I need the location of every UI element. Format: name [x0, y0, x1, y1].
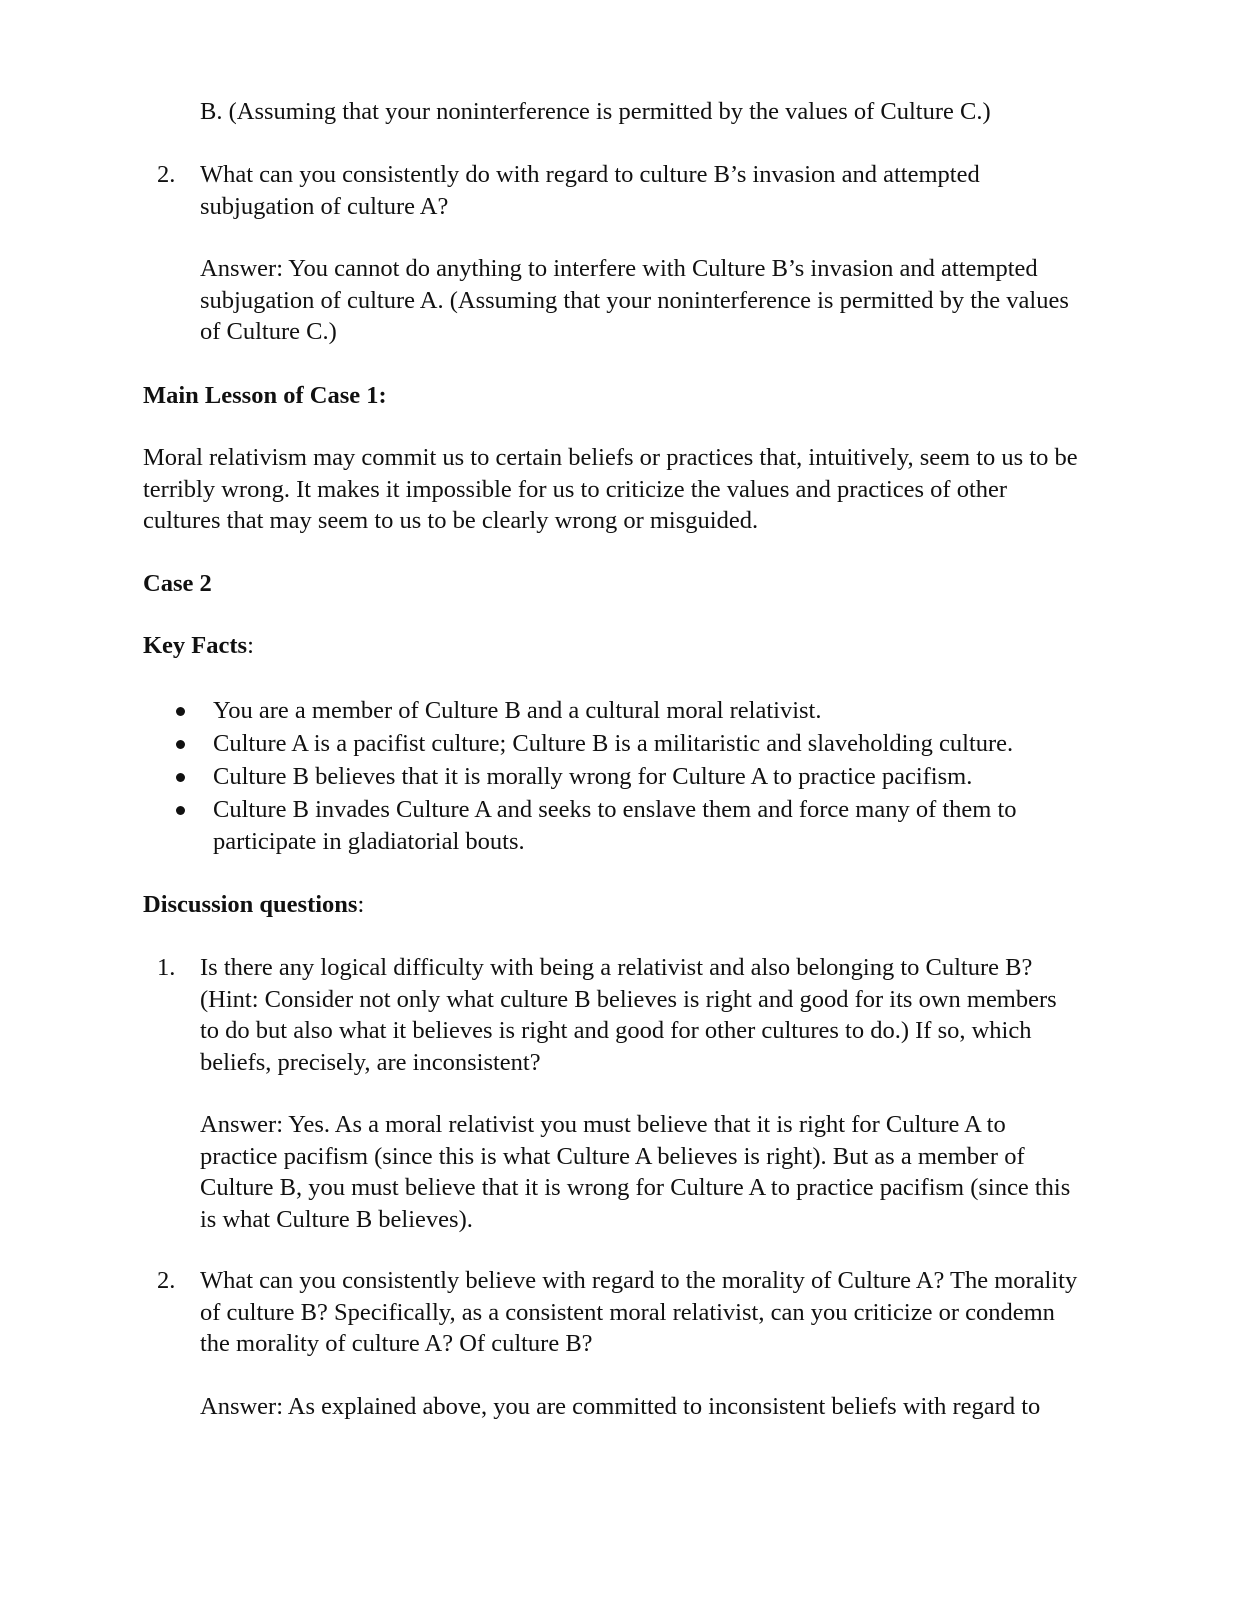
question-number: 2.: [157, 1267, 176, 1294]
case2-question-2: What can you consistently believe with regard to the morality of Culture A? The morality of culture B? Specifically, as a consistent moral relativist, can you criticize or condemn the morality of culture A? Of culture B?: [200, 1267, 1078, 1357]
case2-question-1: Is there any logical difficulty with being a relativist and also belonging to Culture B? (Hint: Consider not only what culture B believes is right and good for its own members to do but also what it believes is right and good for other cultures to do.) If so, which beliefs, precisely, are inconsistent?: [200, 954, 1057, 1076]
key-fact-item: You are a member of Culture B and a cultural moral relativist.: [213, 697, 822, 724]
key-facts-label: Key Facts: [143, 632, 248, 659]
key-facts-colon: :: [247, 632, 254, 659]
case1-answer-2: Answer: You cannot do anything to interfere with Culture B’s invasion and attempted subjugation of culture A. (Assuming that your noninterference is permitted by the values of Culture C.): [200, 255, 1069, 345]
bullet-icon: [176, 806, 185, 815]
question-number: 2.: [157, 161, 176, 188]
discussion-questions-heading: [143, 889, 1083, 921]
main-lesson-heading: Main Lesson of Case 1:: [143, 382, 387, 409]
bullet-icon: [176, 707, 185, 716]
key-fact-item: Culture B believes that it is morally wrong for Culture A to practice pacifism.: [213, 763, 973, 790]
main-lesson-text: Moral relativism may commit us to certain beliefs or practices that, intuitively, seem to us to be terribly wrong. It makes it impossible for us to criticize the values and practices of other cultures that may seem to us to be clearly wrong or misguided.: [143, 444, 1078, 534]
discussion-questions-colon: :: [357, 891, 365, 918]
discussion-questions-label: Discussion questions: [143, 891, 358, 918]
key-fact-item: Culture B invades Culture A and seeks to enslave them and force many of them to participate in gladiatorial bouts.: [213, 796, 1017, 855]
key-facts-heading: [143, 630, 1083, 662]
case2-heading: Case 2: [143, 570, 212, 597]
bullet-icon: [176, 740, 185, 749]
case1-question-2: What can you consistently do with regard to culture B’s invasion and attempted subjugation of culture A?: [200, 161, 980, 220]
case2-answer-2: Answer: As explained above, you are committed to inconsistent beliefs with regard to: [200, 1393, 1041, 1420]
key-fact-item: Culture A is a pacifist culture; Culture B is a militaristic and slaveholding culture.: [213, 730, 1014, 757]
question-number: 1.: [157, 954, 176, 981]
case2-answer-1: Answer: Yes. As a moral relativist you must believe that it is right for Culture A to practice pacifism (since this is what Culture A believes is right). But as a member of Culture B, you must believe that it is wrong for Culture A to practice pacifism (since this is what Culture B believes).: [200, 1111, 1071, 1233]
bullet-icon: [176, 773, 185, 782]
continuation-answer: B. (Assuming that your noninterference is permitted by the values of Culture C.): [200, 98, 991, 125]
